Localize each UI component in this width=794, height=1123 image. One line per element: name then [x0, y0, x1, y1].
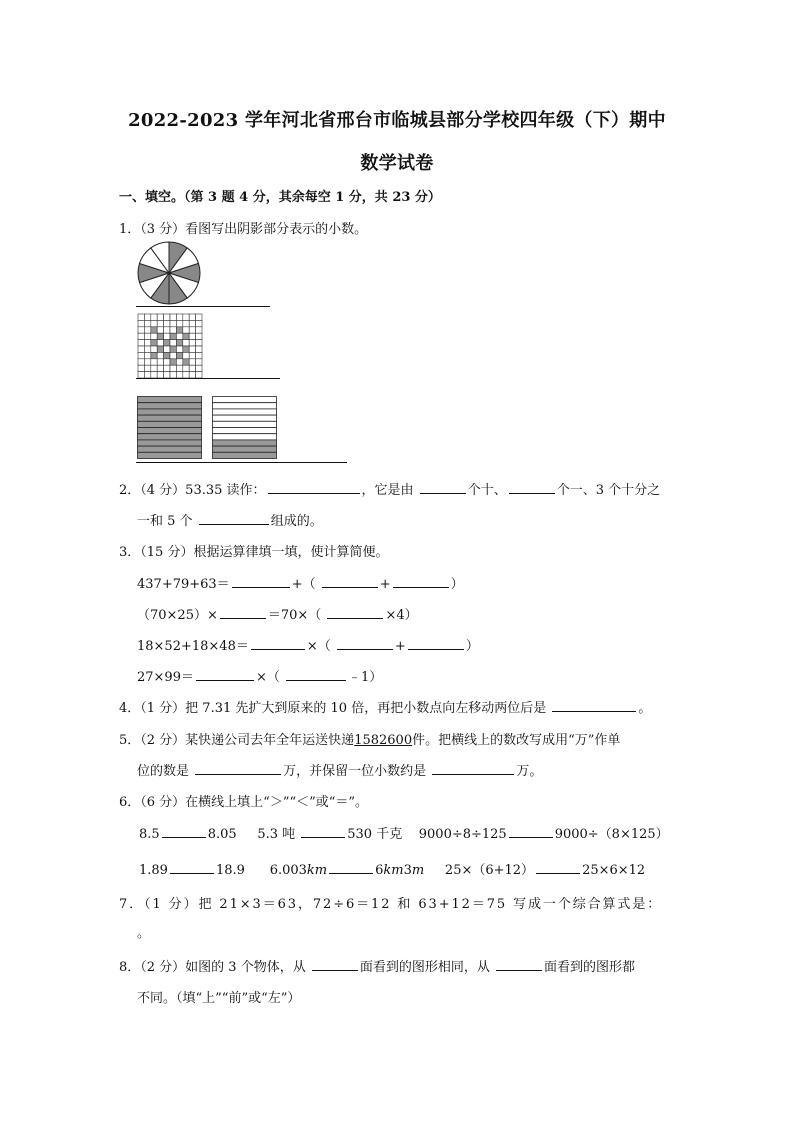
grid-cell	[157, 320, 163, 326]
q8-text-a: 8．（2 分）如图的 3 个物体，从	[119, 960, 306, 975]
grid-cell	[170, 333, 176, 339]
q8-blank1[interactable]	[312, 958, 358, 971]
q1-answer-line-2[interactable]	[136, 378, 280, 379]
q5-text-b: 件。把横线上的数改写成用“万”作单	[412, 733, 621, 748]
grid-cell	[144, 359, 150, 365]
q5-line2	[137, 760, 542, 779]
grid-cell	[196, 352, 202, 358]
grid-cell	[164, 327, 170, 333]
q1-grid-figure	[137, 313, 203, 379]
q3-r1-text-c: +	[379, 577, 391, 592]
grid-cell	[144, 352, 150, 358]
grid-cell	[138, 320, 144, 326]
q3-r2-blank2[interactable]	[327, 606, 383, 619]
grid-cell	[196, 320, 202, 326]
grid-cell	[189, 346, 195, 352]
q3-r1-text-a: 437+79+63＝	[137, 577, 230, 592]
grid-cell	[183, 314, 189, 320]
q8-line1	[119, 956, 635, 975]
grid-cell	[151, 352, 157, 358]
q3-row3	[137, 635, 479, 654]
grid-cell	[151, 320, 157, 326]
bar-strip	[213, 409, 277, 415]
grid-cell	[164, 352, 170, 358]
bar-strip	[138, 397, 202, 403]
grid-cell	[151, 340, 157, 346]
grid-cell	[138, 340, 144, 346]
grid-cell	[176, 352, 182, 358]
grid-cell	[157, 340, 163, 346]
grid-cell	[196, 346, 202, 352]
grid-cell	[164, 340, 170, 346]
bar-strip	[138, 409, 202, 415]
q5-text-d: 万，并保留一位小数约是	[283, 764, 427, 779]
q6-item5-unit-km: km	[306, 863, 328, 878]
q5-underlined-number: 1582600	[354, 733, 413, 748]
bar-strip	[138, 415, 202, 421]
grid-cell	[164, 314, 170, 320]
q2-text-b: ，它是由	[361, 483, 414, 498]
q6-item1-right: 8.05	[207, 827, 237, 842]
grid-cell	[157, 352, 163, 358]
q4-line	[119, 697, 651, 716]
q2-line2	[137, 510, 323, 529]
grid-cell	[138, 346, 144, 352]
q5-blank-approx[interactable]	[432, 762, 514, 775]
grid-cell	[183, 340, 189, 346]
bar-strip	[138, 421, 202, 427]
q2-blank-reading[interactable]	[268, 481, 360, 494]
grid-cell	[183, 320, 189, 326]
q6-item5-blank[interactable]	[329, 861, 373, 874]
bar-strip	[213, 446, 277, 452]
grid-cell	[138, 359, 144, 365]
grid-cell	[151, 327, 157, 333]
q3-r2-text-a: （70×25）×	[137, 608, 218, 623]
grid-cell	[144, 327, 150, 333]
q6-item5-right-num2: 3	[403, 863, 412, 878]
q3-r4-blank2[interactable]	[286, 668, 346, 681]
grid-cell	[157, 327, 163, 333]
q6-item3-blank[interactable]	[509, 825, 553, 838]
section1-heading: 一、填空。（第 3 题 4 分，其余每空 1 分，共 23 分）	[119, 190, 441, 205]
grid-cell	[196, 365, 202, 371]
grid-cell	[189, 352, 195, 358]
bar-strip	[138, 446, 202, 452]
q6-item2-left: 5.3 吨	[257, 827, 296, 842]
grid-cell	[183, 327, 189, 333]
q5-text-e: 万。	[516, 764, 543, 779]
bar-strip	[138, 452, 202, 458]
grid-cell	[176, 314, 182, 320]
q2-blank-hundredths[interactable]	[199, 512, 269, 525]
bar-strip	[138, 440, 202, 446]
q5-text-a: 5．（2 分）某快递公司去年全年运送快递	[119, 733, 355, 748]
q2-text-e: 一和 5 个	[137, 514, 193, 529]
exam-title-line1: 2022-2023 学年河北省邢台市临城县部分学校四年级（下）期中	[128, 110, 666, 131]
q6-item4-left: 1.89	[139, 863, 168, 878]
q8-line2: 不同。（填“上”“前”或“左”）	[137, 991, 301, 1006]
q3-r2-text-b: ＝70×（	[267, 608, 322, 623]
grid-cell	[196, 327, 202, 333]
q3-r3-blank3[interactable]	[408, 637, 464, 650]
grid-cell	[138, 365, 144, 371]
grid-cell	[151, 333, 157, 339]
q6-item1-blank[interactable]	[162, 825, 206, 838]
q3-text: 3．（15 分）根据运算律填一填，使计算简便。	[119, 545, 389, 560]
bar-strip	[213, 434, 277, 440]
q3-r3-blank2[interactable]	[337, 637, 393, 650]
q3-r3-text-a: 18×52+18×48＝	[137, 639, 249, 654]
bar-strip	[213, 440, 277, 446]
q6-item1-left: 8.5	[139, 827, 160, 842]
bar-strip	[213, 415, 277, 421]
q8-text-c: 面看到的图形都	[544, 960, 636, 975]
grid-cell	[170, 314, 176, 320]
q2-text-f: 组成的。	[270, 514, 323, 529]
bar-strip	[213, 397, 277, 403]
q6-item2-right: 530 千克	[347, 827, 403, 842]
q7-line2: 。	[137, 926, 151, 941]
grid-cell	[164, 359, 170, 365]
grid-cell	[157, 333, 163, 339]
q3-r3-blank1[interactable]	[251, 637, 305, 650]
grid-cell	[196, 359, 202, 365]
q1-pie-figure	[136, 240, 202, 306]
grid-cell	[144, 340, 150, 346]
q4-text-b: 。	[638, 701, 652, 716]
q6-item5-right-unit-m: m	[411, 863, 425, 878]
q3-r1-blank3[interactable]	[393, 575, 449, 588]
grid-cell	[144, 346, 150, 352]
q6-item3-right: 9000÷（8×125）	[554, 827, 669, 842]
q6-item5-right-unit-km: km	[383, 863, 404, 878]
q8-text-b: 面看到的图形相同，从	[359, 960, 490, 975]
grid-cell	[170, 327, 176, 333]
bar-strip	[138, 403, 202, 409]
q6-row2	[139, 859, 645, 878]
q3-row4	[137, 666, 382, 685]
grid-cell	[164, 365, 170, 371]
q1-answer-line-1[interactable]	[136, 306, 270, 307]
grid-cell	[183, 359, 189, 365]
q3-r3-text-b: ×（	[306, 639, 331, 654]
grid-cell	[164, 333, 170, 339]
q3-r3-text-d: ）	[465, 639, 479, 654]
q3-r4-text-a: 27×99＝	[137, 670, 194, 685]
q3-r1-text-d: ）	[450, 577, 464, 592]
q6-item6-left: 25×（6+12）	[444, 863, 535, 878]
grid-cell	[176, 365, 182, 371]
grid-cell	[189, 359, 195, 365]
bar-strip	[213, 452, 277, 458]
bar-strip	[213, 421, 277, 427]
grid-cell	[138, 352, 144, 358]
q3-r2-text-c: ×4）	[385, 608, 418, 623]
grid-cell	[170, 340, 176, 346]
q6-item5-left: 6.003	[269, 863, 307, 878]
grid-cell	[189, 340, 195, 346]
grid-cell	[183, 333, 189, 339]
grid-cell	[176, 340, 182, 346]
q3-r1-blank2[interactable]	[322, 575, 378, 588]
q6-item4-right: 18.9	[215, 863, 245, 878]
grid-cell	[183, 352, 189, 358]
q2-text-c: 个十、	[467, 483, 507, 498]
q3-r1-blank1[interactable]	[232, 575, 290, 588]
grid-cell	[164, 346, 170, 352]
q6-text: 6．（6 分）在横线上填上“＞”“＜”或“＝”。	[119, 795, 369, 810]
q5-text-c: 位的数是	[137, 764, 190, 779]
grid-cell	[144, 314, 150, 320]
grid-cell	[144, 320, 150, 326]
q8-blank2[interactable]	[496, 958, 542, 971]
grid-cell	[189, 314, 195, 320]
grid-cell	[157, 346, 163, 352]
q5-blank-wan[interactable]	[195, 762, 281, 775]
grid-cell	[164, 320, 170, 326]
q3-row1	[137, 573, 464, 592]
grid-cell	[183, 346, 189, 352]
grid-cell	[170, 320, 176, 326]
q2-text-a: 2．（4 分）53.35 读作：	[119, 483, 266, 498]
bar-strip	[213, 428, 277, 434]
q4-text-a: 4．（1 分）把 7.31 先扩大到原来的 10 倍，再把小数点向左移动两位后是	[119, 701, 547, 716]
grid-cell	[189, 333, 195, 339]
grid-cell	[196, 314, 202, 320]
grid-cell	[170, 352, 176, 358]
bar-strip	[213, 403, 277, 409]
grid-cell	[157, 314, 163, 320]
q1-answer-line-3[interactable]	[136, 462, 347, 463]
q1-bar-figure-right	[212, 396, 278, 460]
bar-strip	[138, 428, 202, 434]
grid-cell	[170, 346, 176, 352]
q2-blank-ones[interactable]	[509, 481, 555, 494]
grid-cell	[189, 327, 195, 333]
q3-r4-text-c: ﹣1）	[348, 670, 383, 685]
grid-cell	[144, 333, 150, 339]
q3-r1-text-b: +（	[291, 577, 316, 592]
q6-item6-blank[interactable]	[536, 861, 580, 874]
q6-item5-right-num: 6	[375, 863, 384, 878]
grid-cell	[196, 340, 202, 346]
q6-item3-left: 9000÷8÷125	[418, 827, 507, 842]
q3-r3-text-c: +	[394, 639, 406, 654]
grid-cell	[157, 359, 163, 365]
grid-cell	[170, 359, 176, 365]
q3-row2	[137, 604, 418, 623]
q1-bar-figure-left	[137, 396, 203, 460]
q6-item2-blank[interactable]	[301, 825, 345, 838]
q4-blank[interactable]	[552, 699, 636, 712]
grid-cell	[189, 365, 195, 371]
q6-item4-blank[interactable]	[170, 861, 214, 874]
exam-title-line2: 数学试卷	[360, 153, 434, 174]
grid-cell	[144, 365, 150, 371]
q5-line1	[119, 729, 620, 748]
bar-strip	[138, 434, 202, 440]
q1-text: 1．（3 分）看图写出阴影部分表示的小数。	[119, 222, 368, 237]
q2-text-d: 个一、3 个十分之	[556, 483, 661, 498]
grid-cell	[138, 314, 144, 320]
grid-cell	[176, 327, 182, 333]
q3-r4-text-b: ×（	[255, 670, 280, 685]
grid-cell	[157, 365, 163, 371]
grid-cell	[196, 333, 202, 339]
grid-cell	[183, 365, 189, 371]
grid-cell	[170, 365, 176, 371]
q7-line1: 7．（1 分）把 21×3＝63，72÷6＝12 和 63+12＝75 写成一个综合算式是：	[119, 897, 663, 912]
q6-item6-right: 25×6×12	[582, 863, 646, 878]
q2-line1	[119, 479, 660, 498]
grid-cell	[151, 359, 157, 365]
q6-row1	[139, 823, 669, 842]
grid-cell	[176, 320, 182, 326]
grid-cell	[176, 333, 182, 339]
q3-r4-blank1[interactable]	[196, 668, 254, 681]
grid-cell	[138, 327, 144, 333]
grid-cell	[151, 346, 157, 352]
grid-cell	[138, 333, 144, 339]
grid-cell	[151, 314, 157, 320]
grid-cell	[176, 346, 182, 352]
q3-r2-blank1[interactable]	[220, 606, 266, 619]
grid-cell	[151, 365, 157, 371]
q2-blank-tens[interactable]	[420, 481, 466, 494]
grid-cell	[189, 320, 195, 326]
grid-cell	[176, 359, 182, 365]
